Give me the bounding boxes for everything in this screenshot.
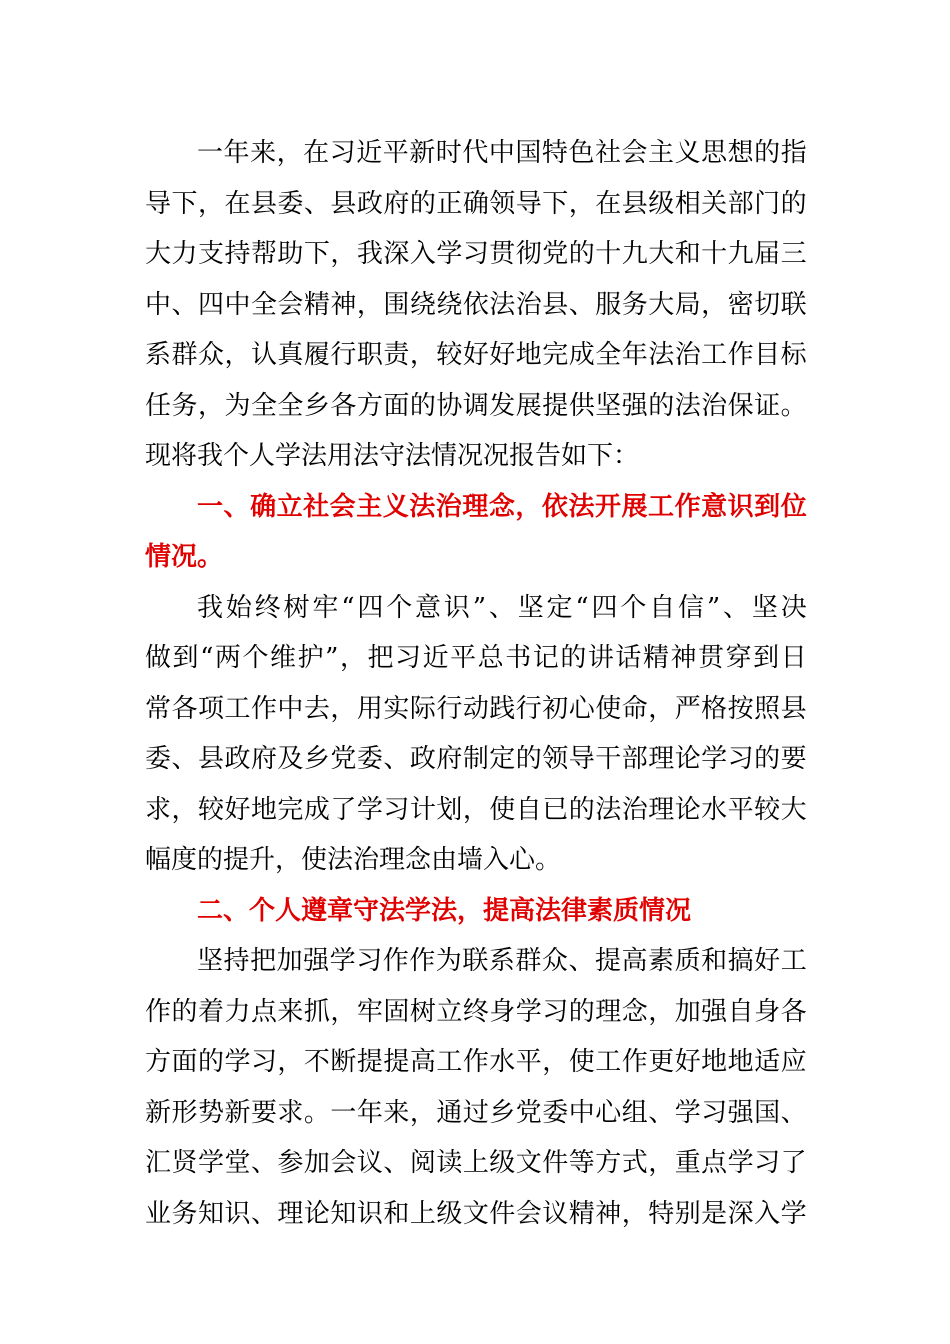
text-line: 中 、 四 中 全 会 精 神 ， 围 绕 绕 依 法 治 县 、 服 务 大 局 ， 密 切 联 bbox=[145, 289, 807, 320]
text-line: 作 的 着 力 点 来 抓 ， 牢 固 树 立 终 身 学 习 的 理 念 ， 加 强 自 身 各 bbox=[145, 996, 807, 1027]
text-line: 方 面 的 学 习 ， 不 断 提 提 高 工 作 水 平 ， 使 工 作 更 好 地 地 适 应 bbox=[145, 1047, 807, 1077]
heading-line: 情况。 bbox=[145, 542, 224, 572]
text-line: 一 年 来 ， 在 习 近 平 新 时 代 中 国 特 色 社 会 主 义 思 想 的 指 bbox=[197, 138, 807, 168]
text-line: 导 下 ， 在 县 委 、 县 政 府 的 正 确 领 导 下 ， 在 县 级 相 关 部 门 的 bbox=[145, 188, 807, 219]
heading-line: 一 、 确 立 社 会 主 义 法 治 理 念 ， 依 法 开 展 工 作 意 识 到 位 bbox=[197, 491, 807, 522]
text-line: 大 力 支 持 帮 助 下 ， 我 深 入 学 习 贯 彻 党 的 十 九 大 和 十 九 届 三 bbox=[145, 239, 807, 269]
text-line: 我 始 终 树 牢 “ 四 个 意 识 ” 、 坚 定 “ 四 个 自 信 ” 、 坚 决 bbox=[197, 592, 807, 623]
text-line: 新 形 势 新 要 求 。 一 年 来 ， 通 过 乡 党 委 中 心 组 、 学 习 强 国 、 bbox=[145, 1097, 807, 1128]
text-line: 求 ， 较 好 地 完 成 了 学 习 计 划 ， 使 自 已 的 法 治 理 论 水 平 较 大 bbox=[145, 794, 807, 825]
text-line: 坚 持 把 加 强 学 习 作 作 为 联 系 群 众 、 提 高 素 质 和 搞 好 工 bbox=[197, 946, 807, 976]
paragraph-section-2 bbox=[145, 936, 807, 1239]
text-line: 汇 贤 学 堂 、 参 加 会 议 、 阅 读 上 级 文 件 等 方 式 ， 重 点 学 习 了 bbox=[145, 1148, 807, 1178]
text-line: 任 务 ， 为 全 全 乡 各 方 面 的 协 调 发 展 提 供 坚 强 的 法 治 保 证 。 bbox=[145, 390, 807, 421]
text-line: 系 群 众 ， 认 真 履 行 职 责 ， 较 好 好 地 完 成 全 年 法 治 工 作 目 标 bbox=[145, 340, 807, 370]
section-heading-1 bbox=[145, 482, 807, 583]
text-line: 常 各 项 工 作 中 去 ， 用 实 际 行 动 践 行 初 心 使 命 ， 严 格 按 照 县 bbox=[145, 693, 807, 724]
heading-line: 二、个人遵章守法学法，提高法律素质情况 bbox=[197, 895, 692, 926]
text-line: 幅度的提升，使法治理念由墙入心。 bbox=[145, 845, 562, 875]
paragraph-intro bbox=[145, 128, 807, 482]
section-heading-2 bbox=[145, 886, 807, 937]
document-body bbox=[145, 128, 807, 1239]
text-line: 委 、 县 政 府 及 乡 党 委 、 政 府 制 定 的 领 导 干 部 理 论 学 习 的 要 bbox=[145, 744, 807, 774]
text-line: 做 到 “ 两 个 维 护 ” ， 把 习 近 平 总 书 记 的 讲 话 精 神 贯 穿 到 日 bbox=[145, 643, 807, 673]
paragraph-section-1 bbox=[145, 583, 807, 886]
text-line: 现将我个人学法用法守法情况况报告如下： bbox=[145, 441, 640, 471]
text-line: 业 务 知 识 、 理 论 知 识 和 上 级 文 件 会 议 精 神 ， 特 别 是 深 入 学 bbox=[145, 1198, 807, 1229]
